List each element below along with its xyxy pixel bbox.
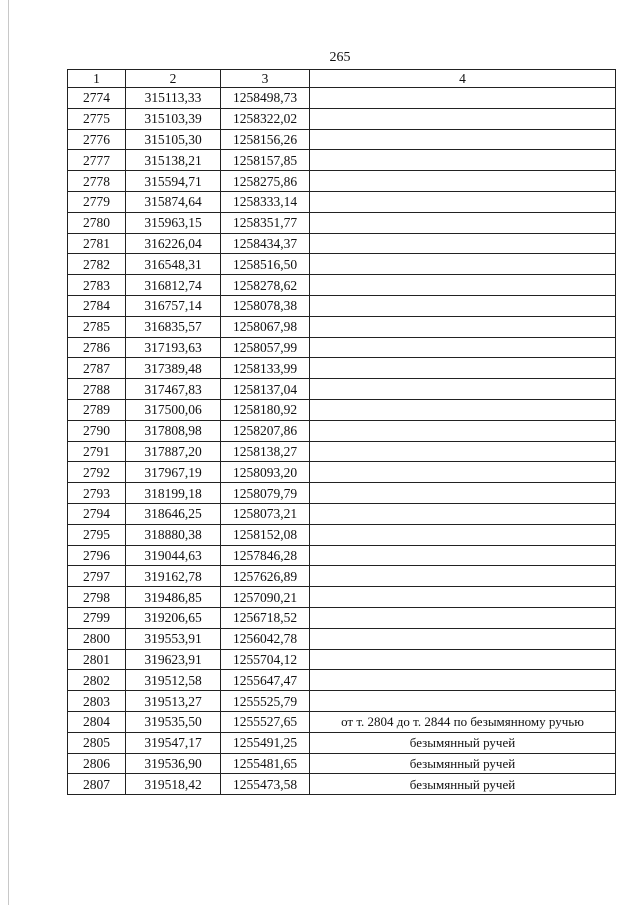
description-cell [310,171,616,192]
coordinate-y-cell: 1255527,65 [221,711,310,732]
coordinate-x-cell: 315874,64 [126,191,221,212]
coordinate-y-cell: 1258278,62 [221,275,310,296]
coordinate-y-cell: 1258057,99 [221,337,310,358]
coordinate-x-cell: 315113,33 [126,88,221,109]
table-row [68,420,616,441]
coordinate-x-cell: 319623,91 [126,649,221,670]
point-number-cell: 2807 [68,774,126,795]
description-cell [310,337,616,358]
point-number-cell: 2775 [68,108,126,129]
description-cell [310,108,616,129]
coordinate-y-cell: 1256718,52 [221,607,310,628]
point-number-cell: 2781 [68,233,126,254]
table-row [68,462,616,483]
table-row [68,399,616,420]
description-cell [310,88,616,109]
coordinate-y-cell: 1258152,08 [221,524,310,545]
coordinate-x-cell: 319206,65 [126,607,221,628]
table-row [68,587,616,608]
point-number-cell: 2780 [68,212,126,233]
coordinate-x-cell: 319536,90 [126,753,221,774]
table-row [68,483,616,504]
description-cell [310,191,616,212]
point-number-cell: 2803 [68,691,126,712]
description-cell [310,670,616,691]
point-number-cell: 2786 [68,337,126,358]
description-cell [310,649,616,670]
description-cell [310,254,616,275]
table-row [68,503,616,524]
description-cell: от т. 2804 до т. 2844 по безымянному ручью [310,711,616,732]
table-row [68,753,616,774]
point-number-cell: 2774 [68,88,126,109]
coordinate-x-cell: 315963,15 [126,212,221,233]
coordinate-x-cell: 319486,85 [126,587,221,608]
table-row [68,337,616,358]
coordinate-x-cell: 316812,74 [126,275,221,296]
description-cell [310,233,616,254]
table-row [68,212,616,233]
table-row [68,670,616,691]
point-number-cell: 2798 [68,587,126,608]
coordinate-x-cell: 319513,27 [126,691,221,712]
point-number-cell: 2805 [68,732,126,753]
point-number-cell: 2802 [68,670,126,691]
coordinate-x-cell: 317500,06 [126,399,221,420]
table-row [68,171,616,192]
table-row [68,545,616,566]
coordinate-y-cell: 1258078,38 [221,295,310,316]
coordinate-x-cell: 317887,20 [126,441,221,462]
coordinate-y-cell: 1258133,99 [221,358,310,379]
point-number-cell: 2792 [68,462,126,483]
description-cell [310,545,616,566]
coordinate-y-cell: 1255491,25 [221,732,310,753]
coordinate-y-cell: 1258434,37 [221,233,310,254]
point-number-cell: 2800 [68,628,126,649]
description-cell [310,462,616,483]
coordinate-y-cell: 1258079,79 [221,483,310,504]
coordinate-y-cell: 1258207,86 [221,420,310,441]
description-cell [310,441,616,462]
coordinate-x-cell: 316835,57 [126,316,221,337]
coordinate-x-cell: 318199,18 [126,483,221,504]
table-row [68,150,616,171]
coordinate-y-cell: 1258275,86 [221,171,310,192]
point-number-cell: 2788 [68,379,126,400]
point-number-cell: 2791 [68,441,126,462]
point-number-cell: 2790 [68,420,126,441]
table-row [68,254,616,275]
description-cell [310,275,616,296]
point-number-cell: 2782 [68,254,126,275]
coordinate-x-cell: 317808,98 [126,420,221,441]
coordinate-y-cell: 1258351,77 [221,212,310,233]
point-number-cell: 2784 [68,295,126,316]
coordinate-y-cell: 1258498,73 [221,88,310,109]
table-row [68,649,616,670]
coordinate-x-cell: 317389,48 [126,358,221,379]
coordinate-x-cell: 315103,39 [126,108,221,129]
coordinate-x-cell: 317467,83 [126,379,221,400]
coordinate-x-cell: 315594,71 [126,171,221,192]
coordinate-y-cell: 1258157,85 [221,150,310,171]
coordinate-y-cell: 1258138,27 [221,441,310,462]
table-row [68,379,616,400]
coordinate-x-cell: 319512,58 [126,670,221,691]
point-number-cell: 2804 [68,711,126,732]
description-cell [310,129,616,150]
page-number: 265 [329,50,351,65]
table-row [68,88,616,109]
point-number-cell: 2806 [68,753,126,774]
description-cell [310,212,616,233]
table-row [68,358,616,379]
table-row [68,732,616,753]
coordinate-x-cell: 318646,25 [126,503,221,524]
coordinate-y-cell: 1258137,04 [221,379,310,400]
coordinate-y-cell: 1257626,89 [221,566,310,587]
table-row [68,108,616,129]
description-cell [310,503,616,524]
column-header-2: 2 [126,70,221,88]
description-cell [310,150,616,171]
description-cell [310,295,616,316]
point-number-cell: 2793 [68,483,126,504]
table-row [68,316,616,337]
coordinate-y-cell: 1258093,20 [221,462,310,483]
point-number-cell: 2778 [68,171,126,192]
table-row [68,566,616,587]
description-cell [310,691,616,712]
coordinate-x-cell: 319553,91 [126,628,221,649]
coordinate-x-cell: 319518,42 [126,774,221,795]
table-row [68,691,616,712]
coordinate-y-cell: 1258073,21 [221,503,310,524]
point-number-cell: 2783 [68,275,126,296]
column-header-4: 4 [310,70,616,88]
coordinates-table [67,69,616,795]
point-number-cell: 2776 [68,129,126,150]
table-header-row [68,70,616,88]
coordinate-y-cell: 1258516,50 [221,254,310,275]
description-cell [310,628,616,649]
page-margin-line [8,0,9,905]
table-row [68,441,616,462]
coordinate-x-cell: 316226,04 [126,233,221,254]
description-cell [310,587,616,608]
table-row [68,233,616,254]
table-row [68,607,616,628]
point-number-cell: 2785 [68,316,126,337]
coordinate-x-cell: 315138,21 [126,150,221,171]
table-body [68,88,616,795]
description-cell [310,566,616,587]
description-cell [310,379,616,400]
coordinate-x-cell: 319547,17 [126,732,221,753]
table-row [68,295,616,316]
coordinate-y-cell: 1257846,28 [221,545,310,566]
coordinate-y-cell: 1258322,02 [221,108,310,129]
description-cell [310,607,616,628]
coordinate-x-cell: 318880,38 [126,524,221,545]
coordinate-y-cell: 1258333,14 [221,191,310,212]
point-number-cell: 2789 [68,399,126,420]
table-row [68,129,616,150]
point-number-cell: 2797 [68,566,126,587]
coordinate-y-cell: 1258067,98 [221,316,310,337]
point-number-cell: 2787 [68,358,126,379]
description-cell [310,420,616,441]
coordinate-y-cell: 1256042,78 [221,628,310,649]
coordinate-y-cell: 1255704,12 [221,649,310,670]
description-cell: безымянный ручей [310,753,616,774]
point-number-cell: 2799 [68,607,126,628]
point-number-cell: 2801 [68,649,126,670]
coordinate-y-cell: 1255647,47 [221,670,310,691]
coordinate-y-cell: 1257090,21 [221,587,310,608]
coordinate-x-cell: 316548,31 [126,254,221,275]
description-cell: безымянный ручей [310,774,616,795]
coordinate-x-cell: 315105,30 [126,129,221,150]
coordinate-y-cell: 1258156,26 [221,129,310,150]
coordinate-y-cell: 1255525,79 [221,691,310,712]
point-number-cell: 2779 [68,191,126,212]
description-cell [310,399,616,420]
coordinate-x-cell: 317193,63 [126,337,221,358]
table-row [68,191,616,212]
point-number-cell: 2794 [68,503,126,524]
description-cell [310,524,616,545]
description-cell: безымянный ручей [310,732,616,753]
coordinate-x-cell: 319044,63 [126,545,221,566]
description-cell [310,483,616,504]
description-cell [310,316,616,337]
description-cell [310,358,616,379]
coordinate-x-cell: 316757,14 [126,295,221,316]
table-row [68,628,616,649]
table-row [68,711,616,732]
table-row [68,275,616,296]
point-number-cell: 2795 [68,524,126,545]
coordinate-x-cell: 319535,50 [126,711,221,732]
coordinate-y-cell: 1255481,65 [221,753,310,774]
coordinate-y-cell: 1255473,58 [221,774,310,795]
coordinate-x-cell: 317967,19 [126,462,221,483]
table-row [68,774,616,795]
point-number-cell: 2777 [68,150,126,171]
column-header-1: 1 [68,70,126,88]
point-number-cell: 2796 [68,545,126,566]
column-header-3: 3 [221,70,310,88]
table-row [68,524,616,545]
coordinate-x-cell: 319162,78 [126,566,221,587]
coordinate-y-cell: 1258180,92 [221,399,310,420]
